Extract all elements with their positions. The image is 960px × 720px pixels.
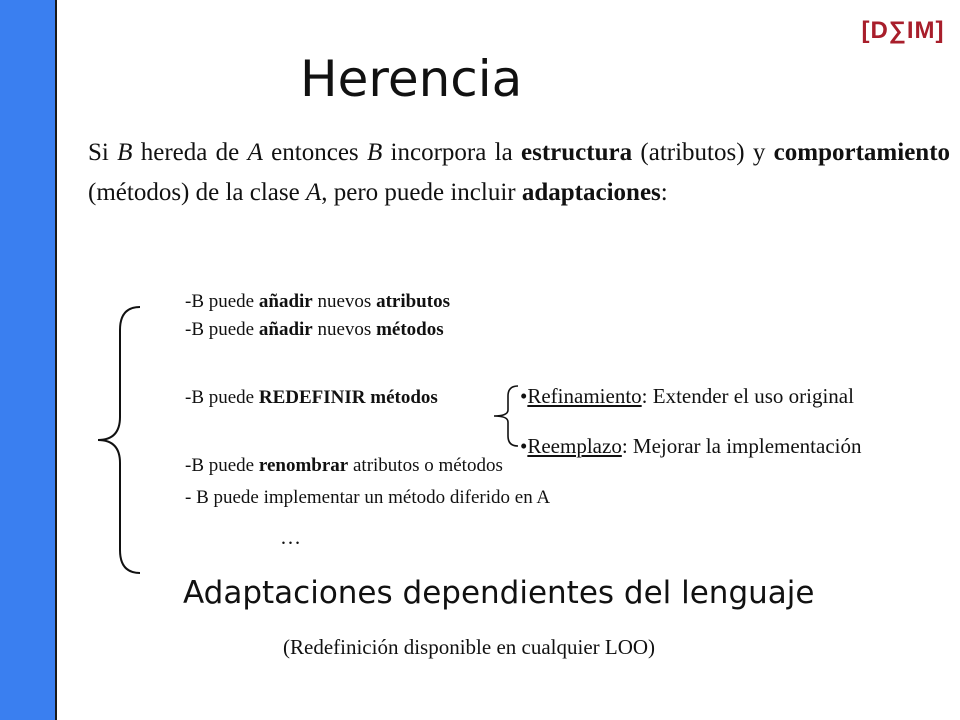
- var-a: A: [247, 139, 263, 166]
- slide-title: Herencia: [300, 50, 523, 108]
- sub-term: Refinamiento: [527, 384, 642, 408]
- list-item: [185, 484, 550, 512]
- var-a: A: [305, 179, 322, 206]
- item-keyword: añadir: [258, 291, 313, 312]
- left-brace-icon: [95, 305, 145, 575]
- item-text: -B puede: [185, 387, 259, 408]
- redefinition-note: (Redefinición disponible en cualquier LOO): [283, 635, 656, 659]
- intro-text: incorpora la: [382, 139, 522, 166]
- small-brace-icon: [490, 384, 520, 448]
- sub-text: : Extender el uso original: [641, 384, 854, 408]
- sidebar-bar: [0, 0, 57, 720]
- item-text: -B puede: [185, 291, 259, 312]
- intro-text: , pero puede incluir: [321, 179, 522, 206]
- bullet-dot: •: [520, 434, 528, 458]
- var-b: B: [366, 139, 383, 166]
- ellipsis: …: [280, 525, 301, 549]
- intro-text: entonces: [262, 139, 367, 166]
- intro-text: :: [660, 179, 668, 206]
- bullet-dot: •: [520, 384, 528, 408]
- list-item: [185, 288, 450, 316]
- sub-item-reemplazo: [520, 434, 862, 459]
- term-estructura: estructura: [521, 139, 633, 166]
- item-text: atributos o métodos: [348, 455, 503, 476]
- item-keyword: REDEFINIR métodos: [258, 387, 438, 408]
- adaptations-heading: Adaptaciones dependientes del lenguaje: [183, 575, 815, 611]
- term-comportamiento: comportamiento: [773, 139, 951, 166]
- item-keyword: añadir: [258, 319, 313, 340]
- intro-text: Si: [88, 139, 118, 166]
- item-keyword: métodos: [376, 319, 444, 340]
- intro-text: (métodos) de la clase: [88, 179, 306, 206]
- term-adaptaciones: adaptaciones: [521, 179, 661, 206]
- sub-term: Reemplazo: [527, 434, 622, 458]
- list-item: [185, 384, 438, 412]
- item-text: - B puede implementar un método diferido en A: [185, 487, 551, 508]
- dsim-logo: [D∑IM]: [861, 17, 945, 44]
- var-b: B: [117, 139, 133, 166]
- item-text: -B puede: [185, 319, 259, 340]
- sub-item-refinamiento: [520, 384, 854, 409]
- intro-text: hereda de: [132, 139, 248, 166]
- list-item: [185, 316, 444, 344]
- sub-text: : Mejorar la implementación: [621, 434, 862, 458]
- list-item: [185, 452, 503, 480]
- intro-text: (atributos) y: [632, 139, 774, 166]
- intro-paragraph: [88, 133, 950, 213]
- item-keyword: atributos: [376, 291, 450, 312]
- item-text: nuevos: [312, 319, 377, 340]
- item-keyword: renombrar: [258, 455, 349, 476]
- item-text: -B puede: [185, 455, 259, 476]
- item-text: nuevos: [312, 291, 377, 312]
